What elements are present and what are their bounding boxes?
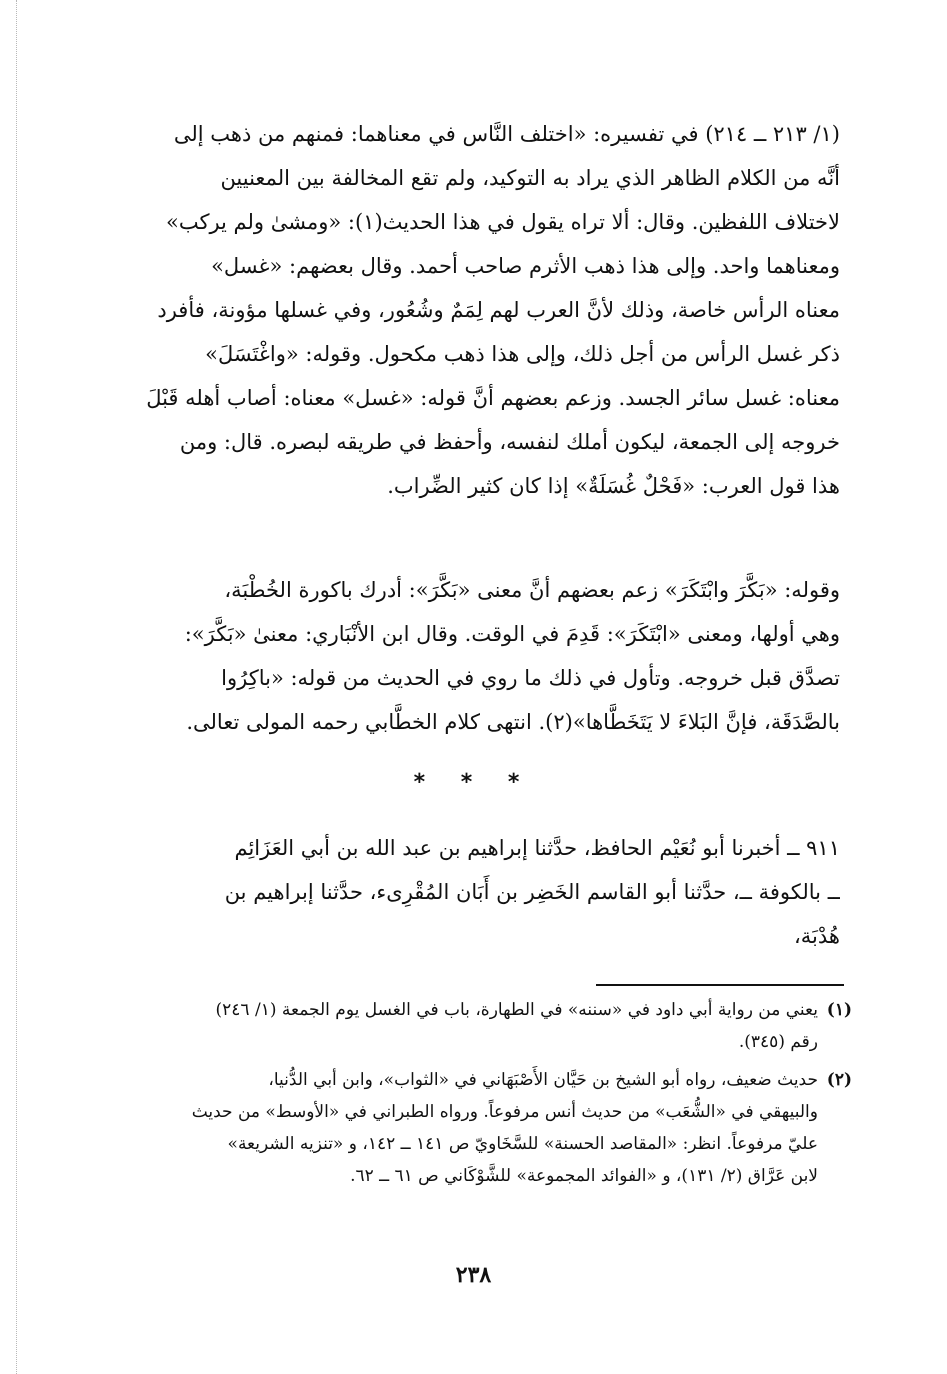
text-line: بالصَّدَقَة، فإنَّ البَلاءَ لا يَتَخَطَّاها»(٢). انتهى كلام الخطَّابي رحمه المولى تعالى.: [186, 710, 840, 734]
footnotes: [100, 994, 852, 1198]
footnote-text: لابن عَرَّاق (٢/ ١٣١)، و «الفوائد المجموعة» للشَّوْكَاني ص ٦١ ــ ٦٢.: [350, 1166, 818, 1186]
text-line: ٩١١ ــ أخبرنا أبو نُعَيْم الحافظ، حدَّثنا إبراهيم بن عبد الله بن أبي العَزَائِم: [234, 836, 840, 860]
text-line: ذكر غسل الرأس من أجل ذلك، وإلى هذا ذهب مكحول. وقوله: «واغْتَسَلَ»: [205, 342, 840, 366]
footnote-number: (٢): [826, 1070, 852, 1090]
text-line: معناه الرأس خاصة، وذلك لأنَّ العرب لهم لِمَمٌ وشُعُور، وفي غسلها مؤونة، فأفرد: [157, 298, 840, 322]
footnote-line: [100, 1160, 852, 1192]
commentary-paragraph: [100, 568, 840, 744]
text-line: هذا قول العرب: «فَحْلٌ غُسَلَةٌ» إذا كان كثير الضِّراب.: [387, 474, 840, 498]
footnote-line: [100, 994, 852, 1026]
footnote-line: [100, 1096, 852, 1128]
text-line: معناه: غسل سائر الجسد. وزعم بعضهم أنَّ قوله: «غسل» معناه: أصاب أهله قَبْلَ: [146, 386, 840, 410]
footnote-text: حديث ضعيف، رواه أبو الشيخ بن حَيَّان الأَصْبَهَاني في «الثواب»، وابن أبي الدُّنيا،: [268, 1070, 818, 1090]
text-line: وقوله: «بَكَّرَ وابْتَكَرَ» زعم بعضهم أنَّ معنى «بَكَّرَ»: أدرك باكورة الخُطْبَة،: [224, 578, 840, 602]
footnote-text: والبيهقي في «الشُّعَب» من حديث أنس مرفوعاً. ورواه الطبراني في «الأوسط» من حديث: [191, 1102, 818, 1122]
text-line: هُدْبَة،: [794, 924, 840, 948]
footnote-text: رقم (٣٤٥).: [738, 1032, 818, 1052]
footnote-text: عليّ مرفوعاً. انظر: «المقاصد الحسنة» للسَّخَاويّ ص ١٤١ ــ ١٤٢، و «تنزيه الشريعة»: [227, 1134, 818, 1154]
footnote-line: [100, 1128, 852, 1160]
footnote-line: [100, 1064, 852, 1096]
footnote: [100, 994, 852, 1058]
text-line: وهي أولها، ومعنى «ابْتَكَرَ»: قَدِمَ في الوقت. وقال ابن الأنْبَاري: معنىٰ «بَكَّرَ»:: [184, 622, 840, 646]
footnote: [100, 1064, 852, 1192]
commentary-paragraph: [100, 112, 840, 508]
footnote-line: [100, 1026, 852, 1058]
text-line: لاختلاف اللفظين. وقال: ألا تراه يقول في هذا الحديث(١): «ومشىٰ ولم يركب»: [165, 210, 840, 234]
section-separator: * * *: [413, 770, 534, 795]
text-line: أنَّه من الكلام الظاهر الذي يراد به التوكيد، ولم تقع المخالفة بين المعنيين: [220, 166, 840, 190]
text-line: ــ بالكوفة ــ، حدَّثنا أبو القاسم الخَضِر بن أَبَان المُقْرِىء، حدَّثنا إبراهيم بن: [224, 880, 840, 904]
text-line: ومعناهما واحد. وإلى هذا ذهب الأثرم صاحب أحمد. وقال بعضهم: «غسل»: [211, 254, 840, 278]
hadith-entry: [100, 826, 840, 958]
footnote-number: (١): [826, 1000, 852, 1020]
scan-margin-line: [16, 0, 17, 1374]
text-line: تصدَّق قبل خروجه. وتأول في ذلك ما روي في الحديث من قوله: «باكِرُوا: [221, 666, 840, 690]
text-line: خروجه إلى الجمعة، ليكون أملك لنفسه، وأحفظ في طريقه لبصره. قال: ومن: [179, 430, 840, 454]
page-number: ٢٣٨: [455, 1262, 492, 1288]
footnote-text: يعني من رواية أبي داود في «سننه» في الطهارة، باب في الغسل يوم الجمعة (١/ ٢٤٦): [215, 1000, 818, 1020]
text-line: (١/ ٢١٣ ــ ٢١٤) في تفسيره: «اختلف النَّاس في معناهما: فمنهم من ذهب إلى: [173, 122, 840, 146]
footnote-divider: [596, 984, 844, 986]
